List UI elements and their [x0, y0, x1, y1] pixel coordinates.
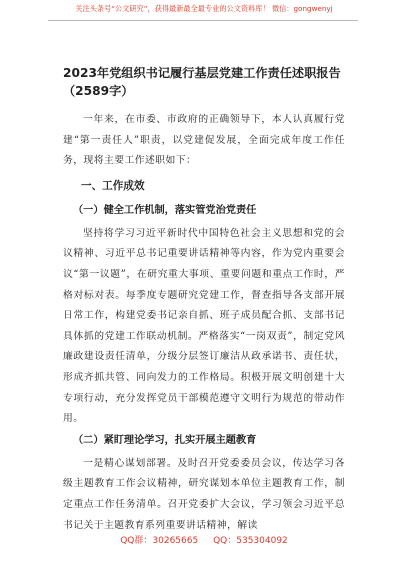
footer-qq: QQ：535304092 — [213, 536, 288, 546]
section-heading: 一、工作成效 — [81, 179, 145, 192]
subsection-title: 健全工作机制，落实管党治党责任 — [103, 204, 257, 216]
footer-contact — [0, 533, 408, 546]
document-title: 2023年党组织书记履行基层党建工作责任述职报告（2589字） — [63, 66, 341, 98]
footer-qq-group: QQ群：30265665 — [120, 536, 199, 546]
subsection-heading-2 — [73, 430, 345, 452]
header-banner: 关注头条号“公文研究”，获得最新最全最专业的公文资料库！ 微信：gongwenyj — [75, 4, 333, 13]
body-paragraph-1: 坚持将学习习近平新时代中国特色社会主义思想和党的会议精神、习近平总书记重要讲话精神等内容，作为党内重要会议“第一议题”，在研究重大事项、重要问题和重点工作时，严格对标对表。每季度专题研究党建工作，督查指导各支部开展日常工作，构建党委书记亲自抓、班子成员配合抓、支部书记具体抓的党建工作联动机制。严格落实“一岗双责”，制定党风廉政建设责任清单，分级分层签订廉洁从政承诺书、责任状，形成齐抓共管、同向发力的工作格局。积极开展文明创建十大专项行动，充分发挥党员干部模范遵守文明行为规范的带动作用。 — [63, 227, 345, 425]
intro-paragraph: 一年来，在市委、市政府的正确领导下，本人认真履行党建“第一责任人”职责，以党建促发展，全面完成年度工作任务，现将主要工作述职如下： — [63, 114, 345, 167]
subsection-title: 紧盯理论学习，扎实开展主题教育 — [103, 434, 257, 446]
subsection-number: （二） — [73, 434, 104, 446]
subsection-heading-1 — [73, 200, 345, 222]
subsection-number: （一） — [73, 204, 104, 216]
header-divider — [48, 20, 358, 21]
document-body — [63, 64, 345, 536]
body-paragraph-2: 一是精心谋划部署。及时召开党委委员会议，传达学习各级主题教育工作会议精神，研究谋划本单位主题教育工作，制定重点工作任务清单。召开党委扩大会议，学习领会习近平总书记关于主题教育系列重要讲话精神，解读 — [63, 457, 345, 531]
